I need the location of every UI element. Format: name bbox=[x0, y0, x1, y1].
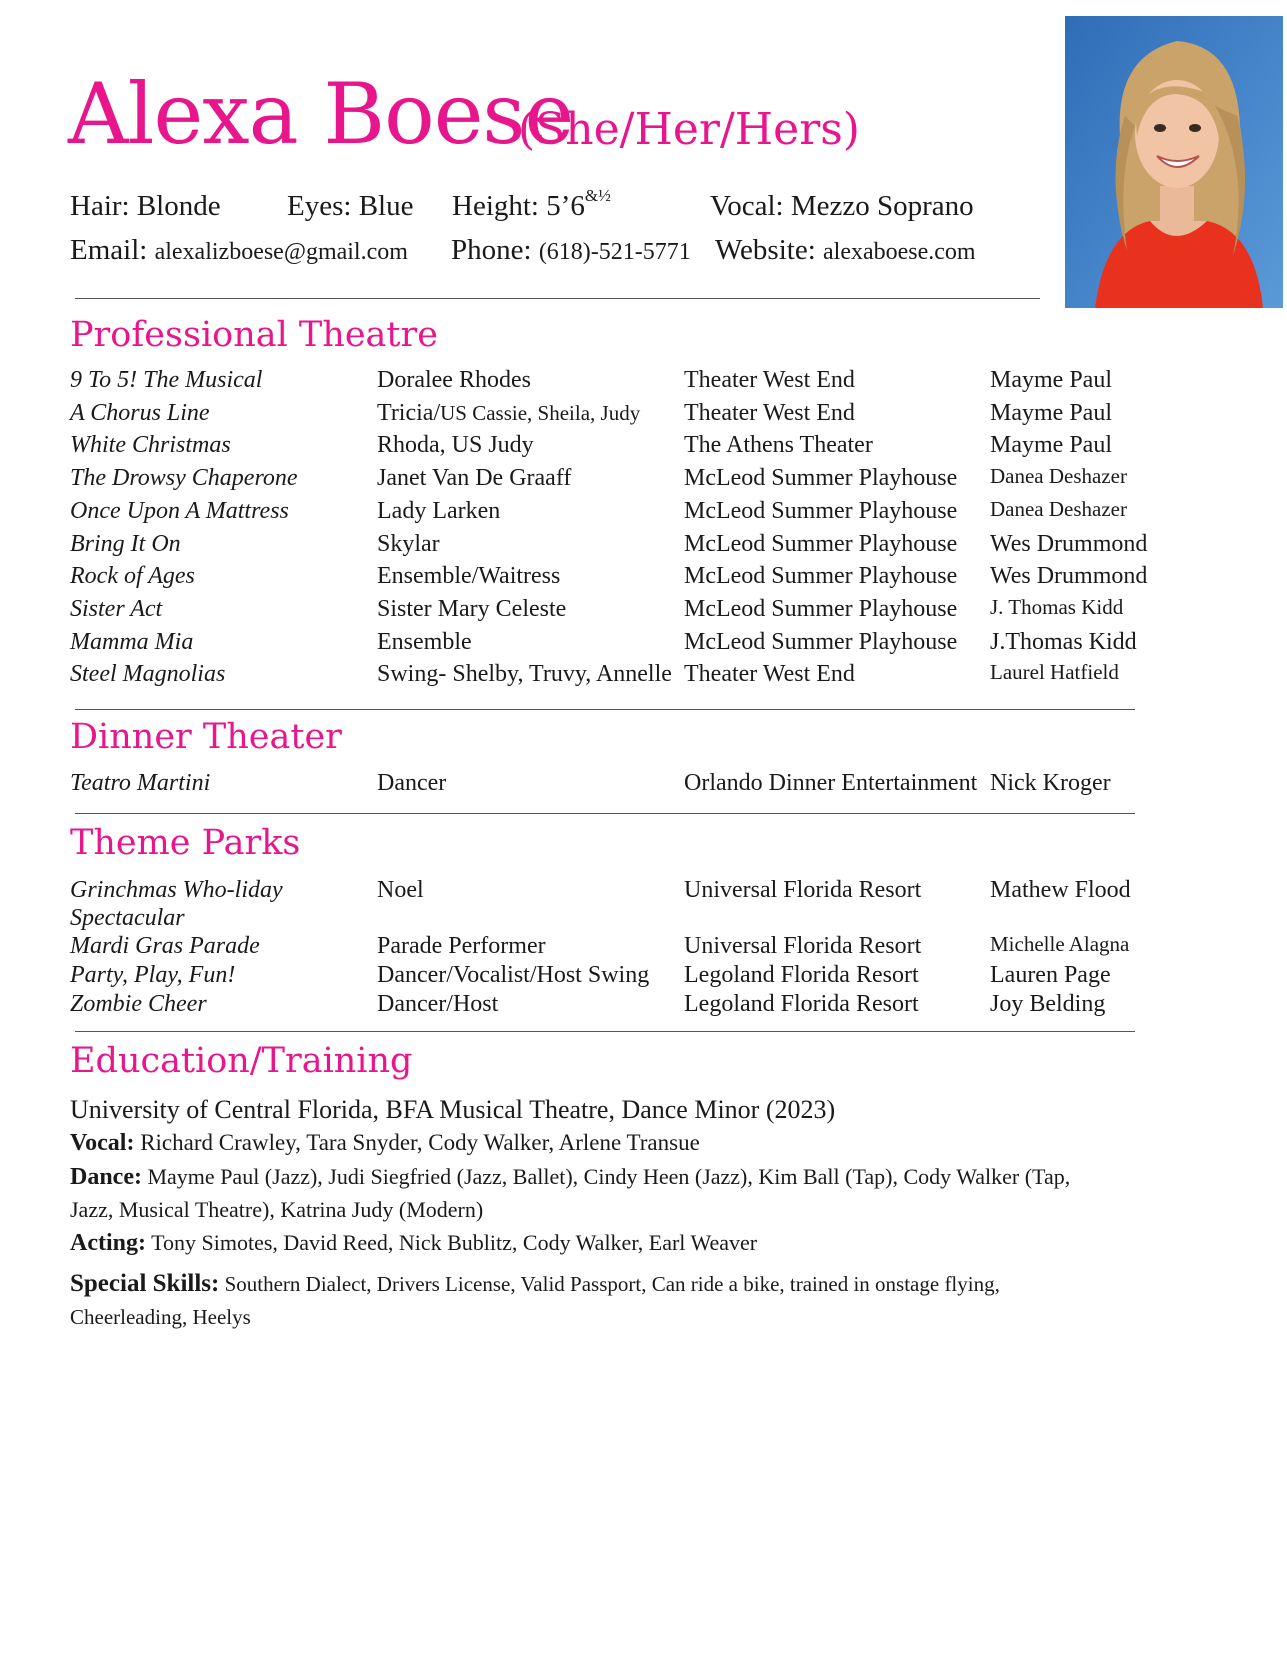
professional-row-6-venue: McLeod Summer Playhouse bbox=[684, 563, 958, 589]
parks-row-0-venue: Universal Florida Resort bbox=[684, 877, 922, 903]
parks-row-0-director: Mathew Flood bbox=[990, 877, 1131, 903]
professional-row-9-venue: Theater West End bbox=[684, 661, 855, 687]
dinner-divider bbox=[75, 813, 1135, 814]
professional-row-2-show: White Christmas bbox=[70, 432, 231, 458]
training-dance: Dance: Mayme Paul (Jazz), Judi Siegfried (Jazz, Ballet), Cindy Heen (Jazz), Kim Ball (Tap), Cody Walker (Tap, bbox=[70, 1164, 1071, 1190]
professional-row-4-director: Danea Deshazer bbox=[990, 497, 1127, 521]
professional-row-3-director: Danea Deshazer bbox=[990, 464, 1127, 488]
parks-row-1-venue: Universal Florida Resort bbox=[684, 933, 922, 959]
professional-row-2-role: Rhoda, US Judy bbox=[377, 432, 534, 458]
special-skills-cont: Cheerleading, Heelys bbox=[70, 1305, 251, 1329]
section-title-parks: Theme Parks bbox=[70, 823, 301, 863]
header-divider bbox=[75, 298, 1040, 299]
professional-row-0-director: Mayme Paul bbox=[990, 367, 1112, 393]
professional-row-8-role: Ensemble bbox=[377, 629, 472, 655]
section-title-education: Education/Training bbox=[70, 1041, 413, 1081]
professional-row-4-role: Lady Larken bbox=[377, 498, 501, 524]
parks-row-1-role: Parade Performer bbox=[377, 933, 546, 959]
dinner-row-0-venue: Orlando Dinner Entertainment bbox=[684, 770, 978, 796]
professional-row-6-role: Ensemble/Waitress bbox=[377, 563, 561, 589]
parks-row-3-role: Dancer/Host bbox=[377, 991, 499, 1017]
eyes-info: Eyes: Blue bbox=[287, 190, 414, 222]
parks-row-0-role: Noel bbox=[377, 877, 424, 903]
professional-row-5-venue: McLeod Summer Playhouse bbox=[684, 531, 958, 557]
parks-row-1-show: Mardi Gras Parade bbox=[70, 933, 260, 959]
dinner-row-0-director: Nick Kroger bbox=[990, 770, 1111, 796]
professional-row-7-venue: McLeod Summer Playhouse bbox=[684, 596, 958, 622]
special-skills: Special Skills: Southern Dialect, Drivers License, Valid Passport, Can ride a bike, trained in onstage flying, bbox=[70, 1270, 1000, 1297]
professional-row-2-director: Mayme Paul bbox=[990, 432, 1112, 458]
hair-info: Hair: Blonde bbox=[70, 190, 221, 222]
professional-row-3-role: Janet Van De Graaff bbox=[377, 465, 572, 491]
professional-row-3-show: The Drowsy Chaperone bbox=[70, 465, 298, 491]
professional-row-5-director: Wes Drummond bbox=[990, 531, 1148, 557]
parks-row-0-show-cont: Spectacular bbox=[70, 905, 185, 931]
professional-row-1-director: Mayme Paul bbox=[990, 400, 1112, 426]
professional-row-5-role: Skylar bbox=[377, 531, 440, 557]
training-acting: Acting: Tony Simotes, David Reed, Nick Bublitz, Cody Walker, Earl Weaver bbox=[70, 1230, 758, 1256]
education-degree: University of Central Florida, BFA Musical Theatre, Dance Minor (2023) bbox=[70, 1095, 836, 1124]
email-link[interactable]: alexalizboese@gmail.com bbox=[154, 239, 408, 265]
section-title-professional: Professional Theatre bbox=[70, 315, 438, 355]
name-heading: Alexa Boese bbox=[68, 65, 574, 163]
professional-row-4-venue: McLeod Summer Playhouse bbox=[684, 498, 958, 524]
headshot-photo bbox=[1065, 16, 1283, 308]
professional-row-7-role: Sister Mary Celeste bbox=[377, 596, 567, 622]
professional-row-3-venue: McLeod Summer Playhouse bbox=[684, 465, 958, 491]
parks-row-3-venue: Legoland Florida Resort bbox=[684, 991, 919, 1017]
professional-row-4-show: Once Upon A Mattress bbox=[70, 498, 289, 524]
professional-row-7-show: Sister Act bbox=[70, 596, 163, 622]
professional-row-9-director: Laurel Hatfield bbox=[990, 660, 1119, 684]
training-dance-cont: Jazz, Musical Theatre), Katrina Judy (Modern) bbox=[70, 1197, 484, 1222]
website-info: Website: alexaboese.com bbox=[715, 234, 976, 266]
professional-row-8-director: J.Thomas Kidd bbox=[990, 629, 1137, 655]
professional-row-0-venue: Theater West End bbox=[684, 367, 855, 393]
parks-row-0-show: Grinchmas Who-liday bbox=[70, 877, 283, 903]
professional-row-6-show: Rock of Ages bbox=[70, 563, 195, 589]
professional-row-9-show: Steel Magnolias bbox=[70, 661, 226, 687]
section-title-dinner: Dinner Theater bbox=[70, 717, 342, 757]
parks-divider bbox=[75, 1031, 1135, 1032]
professional-row-0-role: Doralee Rhodes bbox=[377, 367, 531, 393]
professional-row-1-role: Tricia/US Cassie, Sheila, Judy bbox=[377, 400, 641, 426]
website-link[interactable]: alexaboese.com bbox=[823, 239, 976, 265]
professional-row-9-role: Swing- Shelby, Truvy, Annelle bbox=[377, 661, 672, 687]
training-vocal: Vocal: Richard Crawley, Tara Snyder, Cody Walker, Arlene Transue bbox=[70, 1130, 700, 1156]
phone-info: Phone: (618)-521-5771 bbox=[451, 234, 691, 266]
pronouns: (She/Her/Hers) bbox=[518, 104, 860, 155]
dinner-row-0-role: Dancer bbox=[377, 770, 447, 796]
parks-row-2-show: Party, Play, Fun! bbox=[70, 962, 236, 988]
professional-row-8-venue: McLeod Summer Playhouse bbox=[684, 629, 958, 655]
height-info: Height: $5’6^{\&\frac{1}{2}}$ bbox=[452, 186, 611, 222]
email-info: Email: alexalizboese@gmail.com bbox=[70, 234, 408, 266]
vocal-info: Vocal: Mezzo Soprano bbox=[710, 190, 974, 222]
professional-row-8-show: Mamma Mia bbox=[70, 629, 194, 655]
parks-row-3-show: Zombie Cheer bbox=[70, 991, 207, 1017]
dinner-row-0-show: Teatro Martini bbox=[70, 770, 211, 796]
parks-row-2-venue: Legoland Florida Resort bbox=[684, 962, 919, 988]
professional-divider bbox=[75, 709, 1135, 710]
professional-row-6-director: Wes Drummond bbox=[990, 563, 1148, 589]
professional-row-5-show: Bring It On bbox=[70, 531, 181, 557]
parks-row-2-role: Dancer/Vocalist/Host Swing bbox=[377, 962, 650, 988]
professional-row-1-show: A Chorus Line bbox=[70, 400, 210, 426]
professional-row-2-venue: The Athens Theater bbox=[684, 432, 873, 458]
parks-row-3-director: Joy Belding bbox=[990, 991, 1106, 1017]
parks-row-2-director: Lauren Page bbox=[990, 962, 1111, 988]
parks-row-1-director: Michelle Alagna bbox=[990, 932, 1130, 956]
professional-row-7-director: J. Thomas Kidd bbox=[990, 595, 1124, 619]
professional-row-1-venue: Theater West End bbox=[684, 400, 855, 426]
professional-row-0-show: 9 To 5! The Musical bbox=[70, 367, 263, 393]
